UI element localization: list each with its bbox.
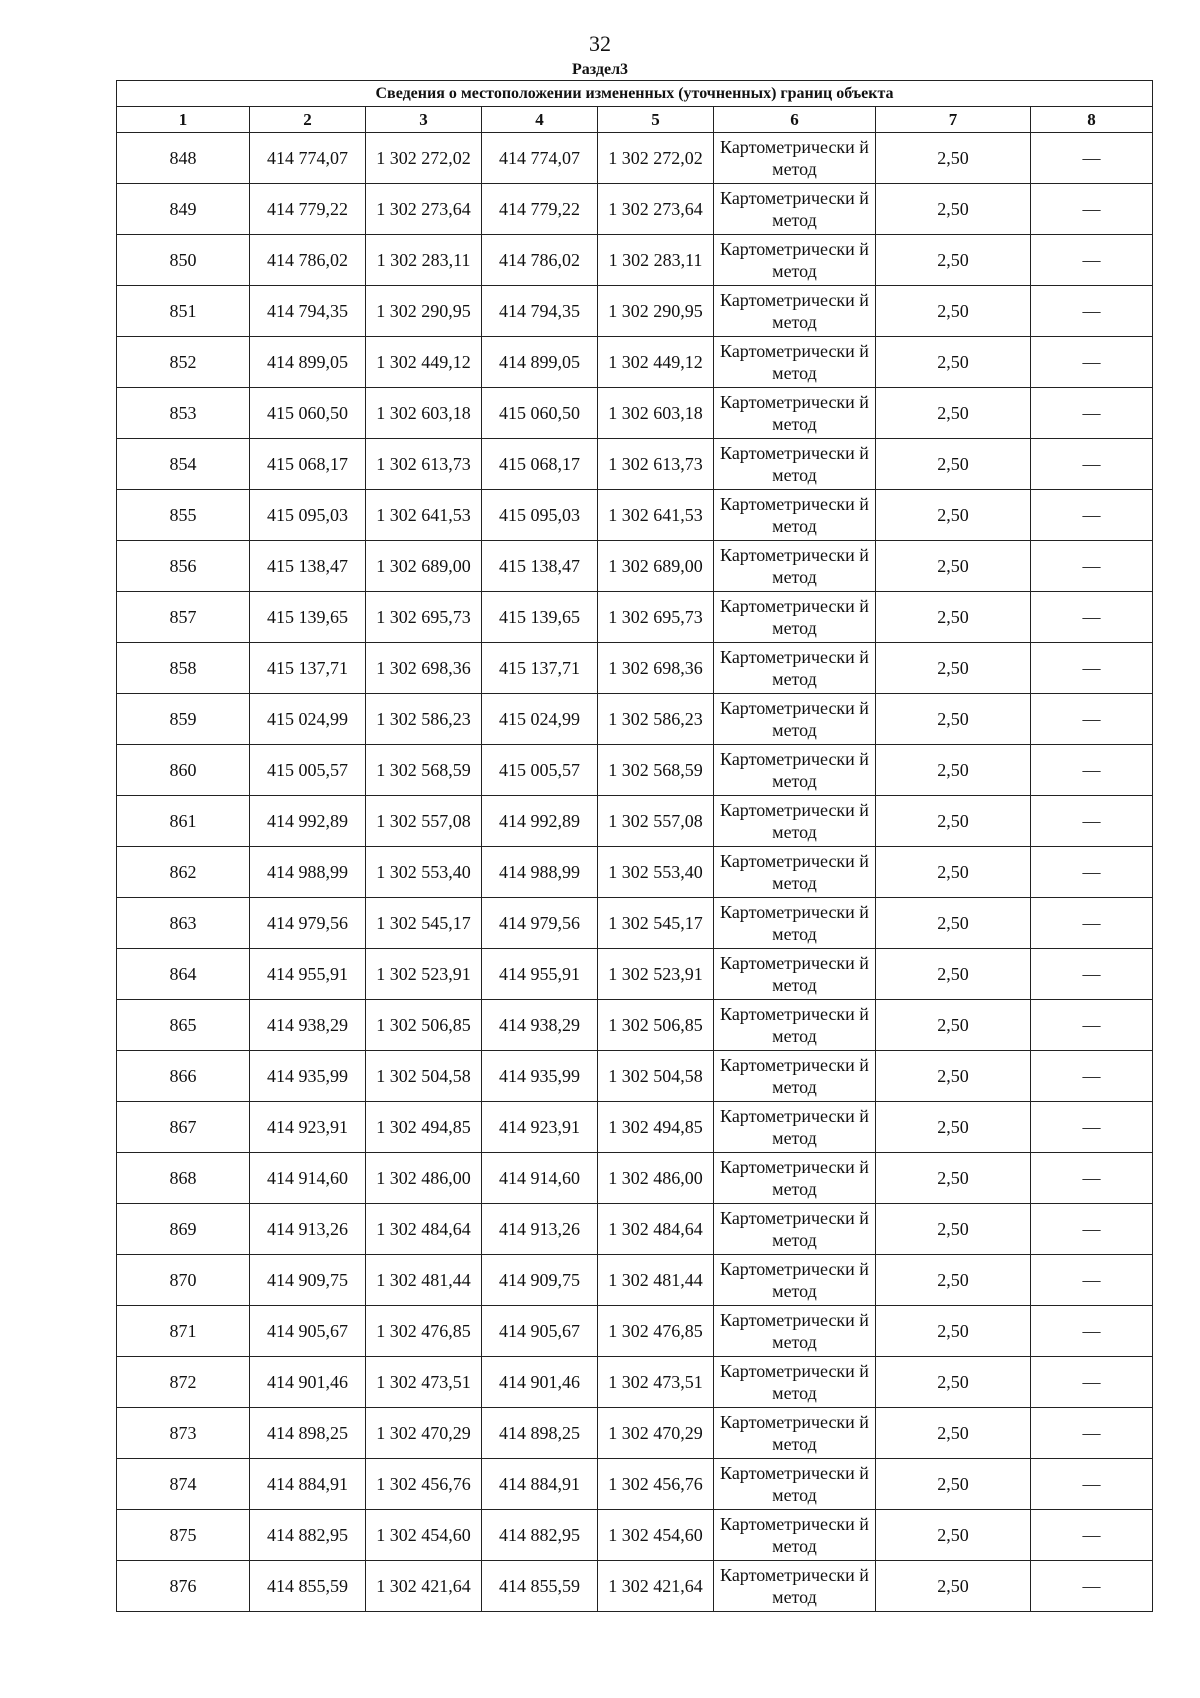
x-coordinate-cell: 414 786,02: [482, 235, 598, 286]
table-row: [117, 1357, 1153, 1408]
x-coordinate-cell: 414 935,99: [250, 1051, 366, 1102]
table-row: [117, 1102, 1153, 1153]
x-coordinate-cell: 414 909,75: [482, 1255, 598, 1306]
method-cell: Картометрически й метод: [714, 1153, 876, 1204]
description-cell: —: [1031, 694, 1153, 745]
x-coordinate-cell: 414 923,91: [482, 1102, 598, 1153]
y-coordinate-cell: 1 302 272,02: [366, 133, 482, 184]
x-coordinate-cell: 415 024,99: [482, 694, 598, 745]
description-cell: —: [1031, 643, 1153, 694]
x-coordinate-cell: 414 884,91: [482, 1459, 598, 1510]
y-coordinate-cell: 1 302 506,85: [366, 1000, 482, 1051]
x-coordinate-cell: 415 139,65: [482, 592, 598, 643]
y-coordinate-cell: 1 302 421,64: [598, 1561, 714, 1612]
table-row: [117, 439, 1153, 490]
y-coordinate-cell: 1 302 290,95: [598, 286, 714, 337]
method-cell: Картометрически й метод: [714, 490, 876, 541]
y-coordinate-cell: 1 302 476,85: [598, 1306, 714, 1357]
accuracy-cell: 2,50: [876, 1306, 1031, 1357]
method-cell: Картометрически й метод: [714, 745, 876, 796]
method-cell: Картометрически й метод: [714, 133, 876, 184]
y-coordinate-cell: 1 302 545,17: [598, 898, 714, 949]
description-cell: —: [1031, 541, 1153, 592]
method-cell: Картометрически й метод: [714, 388, 876, 439]
point-number-cell: 867: [117, 1102, 250, 1153]
column-number: 2: [250, 107, 366, 133]
x-coordinate-cell: 415 138,47: [250, 541, 366, 592]
table-row: [117, 541, 1153, 592]
x-coordinate-cell: 415 068,17: [482, 439, 598, 490]
accuracy-cell: 2,50: [876, 694, 1031, 745]
point-number-cell: 852: [117, 337, 250, 388]
accuracy-cell: 2,50: [876, 1459, 1031, 1510]
x-coordinate-cell: 414 938,29: [482, 1000, 598, 1051]
x-coordinate-cell: 414 905,67: [482, 1306, 598, 1357]
accuracy-cell: 2,50: [876, 1000, 1031, 1051]
x-coordinate-cell: 414 774,07: [482, 133, 598, 184]
accuracy-cell: 2,50: [876, 1408, 1031, 1459]
table-row: [117, 490, 1153, 541]
table-row: [117, 1204, 1153, 1255]
accuracy-cell: 2,50: [876, 1204, 1031, 1255]
x-coordinate-cell: 414 992,89: [482, 796, 598, 847]
y-coordinate-cell: 1 302 523,91: [598, 949, 714, 1000]
point-number-cell: 871: [117, 1306, 250, 1357]
x-coordinate-cell: 414 979,56: [250, 898, 366, 949]
x-coordinate-cell: 414 786,02: [250, 235, 366, 286]
point-number-cell: 849: [117, 184, 250, 235]
y-coordinate-cell: 1 302 586,23: [598, 694, 714, 745]
y-coordinate-cell: 1 302 454,60: [598, 1510, 714, 1561]
y-coordinate-cell: 1 302 695,73: [598, 592, 714, 643]
y-coordinate-cell: 1 302 698,36: [598, 643, 714, 694]
method-cell: Картометрически й метод: [714, 235, 876, 286]
column-number: 5: [598, 107, 714, 133]
table-row: [117, 847, 1153, 898]
column-number: 4: [482, 107, 598, 133]
y-coordinate-cell: 1 302 473,51: [366, 1357, 482, 1408]
y-coordinate-cell: 1 302 613,73: [366, 439, 482, 490]
x-coordinate-cell: 414 899,05: [250, 337, 366, 388]
x-coordinate-cell: 414 913,26: [250, 1204, 366, 1255]
y-coordinate-cell: 1 302 506,85: [598, 1000, 714, 1051]
y-coordinate-cell: 1 302 283,11: [598, 235, 714, 286]
x-coordinate-cell: 415 024,99: [250, 694, 366, 745]
y-coordinate-cell: 1 302 494,85: [366, 1102, 482, 1153]
x-coordinate-cell: 414 914,60: [482, 1153, 598, 1204]
y-coordinate-cell: 1 302 568,59: [598, 745, 714, 796]
description-cell: —: [1031, 796, 1153, 847]
point-number-cell: 854: [117, 439, 250, 490]
y-coordinate-cell: 1 302 613,73: [598, 439, 714, 490]
y-coordinate-cell: 1 302 484,64: [598, 1204, 714, 1255]
method-cell: Картометрически й метод: [714, 541, 876, 592]
point-number-cell: 875: [117, 1510, 250, 1561]
point-number-cell: 865: [117, 1000, 250, 1051]
table-row: [117, 898, 1153, 949]
accuracy-cell: 2,50: [876, 490, 1031, 541]
x-coordinate-cell: 414 898,25: [482, 1408, 598, 1459]
x-coordinate-cell: 414 779,22: [250, 184, 366, 235]
accuracy-cell: 2,50: [876, 1255, 1031, 1306]
y-coordinate-cell: 1 302 273,64: [366, 184, 482, 235]
description-cell: —: [1031, 1051, 1153, 1102]
point-number-cell: 851: [117, 286, 250, 337]
y-coordinate-cell: 1 302 603,18: [366, 388, 482, 439]
description-cell: —: [1031, 286, 1153, 337]
description-cell: —: [1031, 235, 1153, 286]
method-cell: Картометрически й метод: [714, 796, 876, 847]
description-cell: —: [1031, 898, 1153, 949]
point-number-cell: 860: [117, 745, 250, 796]
accuracy-cell: 2,50: [876, 1510, 1031, 1561]
accuracy-cell: 2,50: [876, 1051, 1031, 1102]
accuracy-cell: 2,50: [876, 286, 1031, 337]
x-coordinate-cell: 415 068,17: [250, 439, 366, 490]
x-coordinate-cell: 414 901,46: [250, 1357, 366, 1408]
y-coordinate-cell: 1 302 698,36: [366, 643, 482, 694]
y-coordinate-cell: 1 302 504,58: [366, 1051, 482, 1102]
method-cell: Картометрически й метод: [714, 1051, 876, 1102]
x-coordinate-cell: 414 955,91: [250, 949, 366, 1000]
x-coordinate-cell: 415 138,47: [482, 541, 598, 592]
y-coordinate-cell: 1 302 290,95: [366, 286, 482, 337]
accuracy-cell: 2,50: [876, 796, 1031, 847]
column-number: 7: [876, 107, 1031, 133]
x-coordinate-cell: 414 882,95: [482, 1510, 598, 1561]
method-cell: Картометрически й метод: [714, 337, 876, 388]
y-coordinate-cell: 1 302 695,73: [366, 592, 482, 643]
description-cell: —: [1031, 439, 1153, 490]
table-row: [117, 1561, 1153, 1612]
y-coordinate-cell: 1 302 689,00: [366, 541, 482, 592]
method-cell: Картометрически й метод: [714, 847, 876, 898]
column-number: 8: [1031, 107, 1153, 133]
accuracy-cell: 2,50: [876, 643, 1031, 694]
description-cell: —: [1031, 1561, 1153, 1612]
description-cell: —: [1031, 1306, 1153, 1357]
y-coordinate-cell: 1 302 603,18: [598, 388, 714, 439]
y-coordinate-cell: 1 302 473,51: [598, 1357, 714, 1408]
point-number-cell: 857: [117, 592, 250, 643]
x-coordinate-cell: 414 938,29: [250, 1000, 366, 1051]
x-coordinate-cell: 414 914,60: [250, 1153, 366, 1204]
x-coordinate-cell: 414 779,22: [482, 184, 598, 235]
y-coordinate-cell: 1 302 449,12: [366, 337, 482, 388]
method-cell: Картометрически й метод: [714, 1000, 876, 1051]
description-cell: —: [1031, 847, 1153, 898]
y-coordinate-cell: 1 302 486,00: [366, 1153, 482, 1204]
table-row: [117, 1153, 1153, 1204]
description-cell: —: [1031, 592, 1153, 643]
y-coordinate-cell: 1 302 557,08: [366, 796, 482, 847]
table-row: [117, 694, 1153, 745]
table-row: [117, 1051, 1153, 1102]
table-row: [117, 235, 1153, 286]
table-row: [117, 643, 1153, 694]
y-coordinate-cell: 1 302 557,08: [598, 796, 714, 847]
table-row: [117, 133, 1153, 184]
x-coordinate-cell: 414 794,35: [482, 286, 598, 337]
method-cell: Картометрически й метод: [714, 949, 876, 1000]
table-row: [117, 1000, 1153, 1051]
description-cell: —: [1031, 133, 1153, 184]
x-coordinate-cell: 414 923,91: [250, 1102, 366, 1153]
description-cell: —: [1031, 490, 1153, 541]
x-coordinate-cell: 415 137,71: [482, 643, 598, 694]
method-cell: Картометрически й метод: [714, 1306, 876, 1357]
description-cell: —: [1031, 1204, 1153, 1255]
point-number-cell: 855: [117, 490, 250, 541]
accuracy-cell: 2,50: [876, 949, 1031, 1000]
x-coordinate-cell: 414 913,26: [482, 1204, 598, 1255]
y-coordinate-cell: 1 302 456,76: [366, 1459, 482, 1510]
x-coordinate-cell: 414 905,67: [250, 1306, 366, 1357]
accuracy-cell: 2,50: [876, 184, 1031, 235]
point-number-cell: 858: [117, 643, 250, 694]
point-number-cell: 869: [117, 1204, 250, 1255]
method-cell: Картометрически й метод: [714, 643, 876, 694]
description-cell: —: [1031, 337, 1153, 388]
method-cell: Картометрически й метод: [714, 1255, 876, 1306]
point-number-cell: 868: [117, 1153, 250, 1204]
y-coordinate-cell: 1 302 523,91: [366, 949, 482, 1000]
point-number-cell: 870: [117, 1255, 250, 1306]
point-number-cell: 876: [117, 1561, 250, 1612]
point-number-cell: 873: [117, 1408, 250, 1459]
point-number-cell: 863: [117, 898, 250, 949]
table-caption-row: [117, 81, 1153, 107]
table-row: [117, 1459, 1153, 1510]
y-coordinate-cell: 1 302 454,60: [366, 1510, 482, 1561]
x-coordinate-cell: 414 898,25: [250, 1408, 366, 1459]
point-number-cell: 866: [117, 1051, 250, 1102]
table-row: [117, 1255, 1153, 1306]
x-coordinate-cell: 415 005,57: [482, 745, 598, 796]
method-cell: Картометрически й метод: [714, 1510, 876, 1561]
accuracy-cell: 2,50: [876, 592, 1031, 643]
accuracy-cell: 2,50: [876, 1357, 1031, 1408]
y-coordinate-cell: 1 302 568,59: [366, 745, 482, 796]
accuracy-cell: 2,50: [876, 1153, 1031, 1204]
table-row: [117, 1510, 1153, 1561]
accuracy-cell: 2,50: [876, 1102, 1031, 1153]
method-cell: Картометрически й метод: [714, 1459, 876, 1510]
table-row: [117, 388, 1153, 439]
y-coordinate-cell: 1 302 586,23: [366, 694, 482, 745]
y-coordinate-cell: 1 302 641,53: [366, 490, 482, 541]
table-caption: Сведения о местоположении измененных (уточненных) границ объекта: [117, 81, 1153, 107]
method-cell: Картометрически й метод: [714, 184, 876, 235]
y-coordinate-cell: 1 302 553,40: [366, 847, 482, 898]
table-row: [117, 796, 1153, 847]
point-number-cell: 853: [117, 388, 250, 439]
method-cell: Картометрически й метод: [714, 1408, 876, 1459]
y-coordinate-cell: 1 302 481,44: [598, 1255, 714, 1306]
accuracy-cell: 2,50: [876, 1561, 1031, 1612]
x-coordinate-cell: 414 935,99: [482, 1051, 598, 1102]
y-coordinate-cell: 1 302 486,00: [598, 1153, 714, 1204]
description-cell: —: [1031, 1255, 1153, 1306]
x-coordinate-cell: 414 909,75: [250, 1255, 366, 1306]
description-cell: —: [1031, 1510, 1153, 1561]
point-number-cell: 874: [117, 1459, 250, 1510]
x-coordinate-cell: 414 901,46: [482, 1357, 598, 1408]
accuracy-cell: 2,50: [876, 439, 1031, 490]
description-cell: —: [1031, 1357, 1153, 1408]
column-number: 3: [366, 107, 482, 133]
method-cell: Картометрически й метод: [714, 439, 876, 490]
y-coordinate-cell: 1 302 273,64: [598, 184, 714, 235]
x-coordinate-cell: 415 060,50: [250, 388, 366, 439]
column-number-row: [117, 107, 1153, 133]
table-row: [117, 184, 1153, 235]
accuracy-cell: 2,50: [876, 847, 1031, 898]
y-coordinate-cell: 1 302 494,85: [598, 1102, 714, 1153]
point-number-cell: 856: [117, 541, 250, 592]
table-row: [117, 745, 1153, 796]
accuracy-cell: 2,50: [876, 133, 1031, 184]
x-coordinate-cell: 414 882,95: [250, 1510, 366, 1561]
x-coordinate-cell: 414 774,07: [250, 133, 366, 184]
table-row: [117, 286, 1153, 337]
y-coordinate-cell: 1 302 689,00: [598, 541, 714, 592]
method-cell: Картометрически й метод: [714, 898, 876, 949]
y-coordinate-cell: 1 302 272,02: [598, 133, 714, 184]
column-number: 1: [117, 107, 250, 133]
table-body: [117, 133, 1153, 1612]
x-coordinate-cell: 414 855,59: [482, 1561, 598, 1612]
x-coordinate-cell: 415 095,03: [482, 490, 598, 541]
y-coordinate-cell: 1 302 481,44: [366, 1255, 482, 1306]
x-coordinate-cell: 415 095,03: [250, 490, 366, 541]
x-coordinate-cell: 414 955,91: [482, 949, 598, 1000]
x-coordinate-cell: 415 139,65: [250, 592, 366, 643]
description-cell: —: [1031, 1000, 1153, 1051]
accuracy-cell: 2,50: [876, 337, 1031, 388]
page-number: 32: [589, 31, 611, 56]
description-cell: —: [1031, 1153, 1153, 1204]
method-cell: Картометрически й метод: [714, 286, 876, 337]
description-cell: —: [1031, 1408, 1153, 1459]
point-number-cell: 861: [117, 796, 250, 847]
x-coordinate-cell: 414 794,35: [250, 286, 366, 337]
x-coordinate-cell: 414 884,91: [250, 1459, 366, 1510]
point-number-cell: 859: [117, 694, 250, 745]
column-number: 6: [714, 107, 876, 133]
description-cell: —: [1031, 949, 1153, 1000]
y-coordinate-cell: 1 302 641,53: [598, 490, 714, 541]
table-row: [117, 592, 1153, 643]
description-cell: —: [1031, 388, 1153, 439]
x-coordinate-cell: 414 979,56: [482, 898, 598, 949]
point-number-cell: 862: [117, 847, 250, 898]
boundary-coordinates-table: [116, 80, 1153, 1612]
x-coordinate-cell: 414 988,99: [482, 847, 598, 898]
table-row: [117, 337, 1153, 388]
description-cell: —: [1031, 1459, 1153, 1510]
point-number-cell: 872: [117, 1357, 250, 1408]
y-coordinate-cell: 1 302 476,85: [366, 1306, 482, 1357]
x-coordinate-cell: 415 137,71: [250, 643, 366, 694]
point-number-cell: 864: [117, 949, 250, 1000]
point-number-cell: 850: [117, 235, 250, 286]
y-coordinate-cell: 1 302 504,58: [598, 1051, 714, 1102]
x-coordinate-cell: 414 899,05: [482, 337, 598, 388]
y-coordinate-cell: 1 302 449,12: [598, 337, 714, 388]
description-cell: —: [1031, 745, 1153, 796]
method-cell: Картометрически й метод: [714, 694, 876, 745]
y-coordinate-cell: 1 302 484,64: [366, 1204, 482, 1255]
x-coordinate-cell: 414 992,89: [250, 796, 366, 847]
accuracy-cell: 2,50: [876, 388, 1031, 439]
y-coordinate-cell: 1 302 421,64: [366, 1561, 482, 1612]
y-coordinate-cell: 1 302 553,40: [598, 847, 714, 898]
method-cell: Картометрически й метод: [714, 592, 876, 643]
table-row: [117, 1306, 1153, 1357]
y-coordinate-cell: 1 302 470,29: [598, 1408, 714, 1459]
x-coordinate-cell: 414 988,99: [250, 847, 366, 898]
x-coordinate-cell: 415 005,57: [250, 745, 366, 796]
accuracy-cell: 2,50: [876, 235, 1031, 286]
y-coordinate-cell: 1 302 283,11: [366, 235, 482, 286]
y-coordinate-cell: 1 302 545,17: [366, 898, 482, 949]
table-row: [117, 949, 1153, 1000]
method-cell: Картометрически й метод: [714, 1561, 876, 1612]
y-coordinate-cell: 1 302 470,29: [366, 1408, 482, 1459]
description-cell: —: [1031, 184, 1153, 235]
table-row: [117, 1408, 1153, 1459]
x-coordinate-cell: 415 060,50: [482, 388, 598, 439]
x-coordinate-cell: 414 855,59: [250, 1561, 366, 1612]
accuracy-cell: 2,50: [876, 898, 1031, 949]
accuracy-cell: 2,50: [876, 745, 1031, 796]
method-cell: Картометрически й метод: [714, 1102, 876, 1153]
method-cell: Картометрически й метод: [714, 1204, 876, 1255]
point-number-cell: 848: [117, 133, 250, 184]
method-cell: Картометрически й метод: [714, 1357, 876, 1408]
y-coordinate-cell: 1 302 456,76: [598, 1459, 714, 1510]
accuracy-cell: 2,50: [876, 541, 1031, 592]
section-title: Раздел3: [571, 61, 629, 78]
description-cell: —: [1031, 1102, 1153, 1153]
